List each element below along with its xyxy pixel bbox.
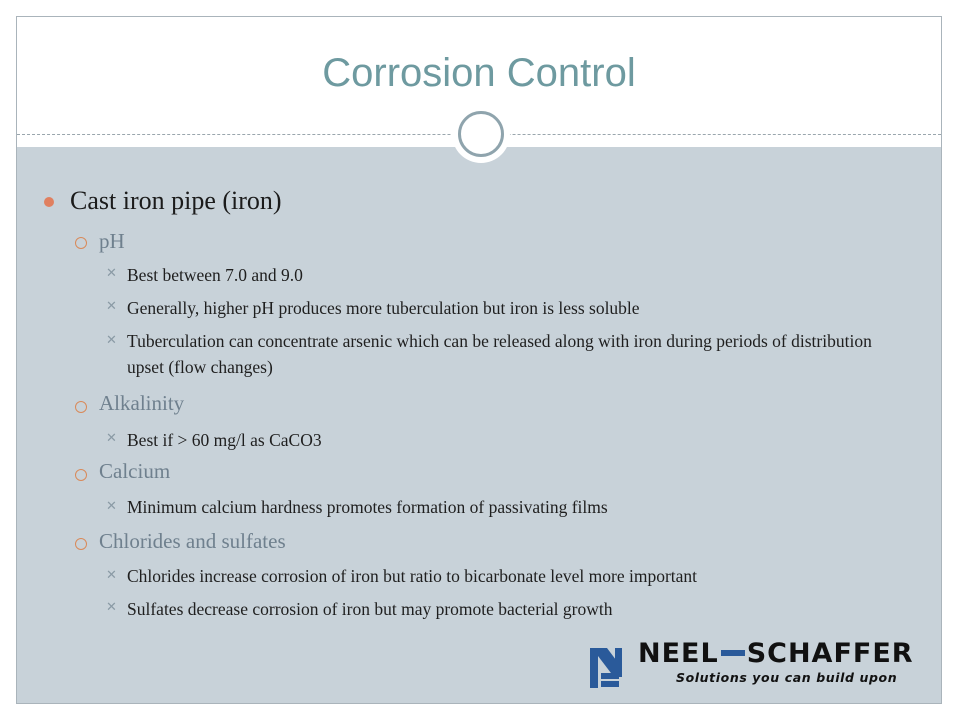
section-heading-alkalinity: Alkalinity bbox=[99, 391, 185, 415]
list-item: Best between 7.0 and 9.0 bbox=[127, 265, 303, 285]
list-item: Chlorides increase corrosion of iron but ratio to bicarbonate level more important bbox=[127, 566, 698, 586]
x-bullet-icon: ✕ bbox=[106, 600, 117, 615]
x-bullet-icon: ✕ bbox=[106, 568, 117, 583]
section-heading-chlorides-sulfates: Chlorides and sulfates bbox=[99, 529, 286, 553]
section-heading-ph: pH bbox=[99, 229, 125, 253]
main-bullet-text: Cast iron pipe (iron) bbox=[70, 186, 282, 215]
section-bullet-circle-icon bbox=[75, 237, 87, 249]
section-bullet-circle-icon bbox=[75, 538, 87, 550]
list-item: Minimum calcium hardness promotes formation of passivating films bbox=[127, 497, 608, 517]
divider-circle-icon bbox=[458, 111, 504, 157]
section-bullet-circle-icon bbox=[75, 469, 87, 481]
logo-name-left: NEEL bbox=[638, 638, 719, 669]
x-bullet-icon: ✕ bbox=[106, 431, 117, 446]
logo-tagline: Solutions you can build upon bbox=[676, 670, 898, 685]
logo-name-right: SCHAFFER bbox=[746, 638, 914, 669]
logo-dash-icon bbox=[721, 650, 745, 656]
list-item: Tuberculation can concentrate arsenic which can be released along with iron during periods of distribution upset (flow changes) bbox=[127, 331, 872, 377]
x-bullet-icon: ✕ bbox=[106, 299, 117, 314]
slide-title: Corrosion Control bbox=[322, 51, 636, 95]
section-heading-calcium: Calcium bbox=[99, 459, 171, 483]
x-bullet-icon: ✕ bbox=[106, 266, 117, 281]
logo-wordmark bbox=[638, 638, 914, 669]
neel-schaffer-logo bbox=[574, 632, 918, 690]
x-bullet-icon: ✕ bbox=[106, 333, 117, 348]
section-bullet-circle-icon bbox=[75, 401, 87, 413]
x-bullet-icon: ✕ bbox=[106, 499, 117, 514]
list-item: Best if > 60 mg/l as CaCO3 bbox=[127, 430, 322, 450]
list-item: Sulfates decrease corrosion of iron but may promote bacterial growth bbox=[127, 599, 613, 619]
main-bullet-dot-icon bbox=[44, 197, 54, 207]
ns-mark-icon bbox=[574, 632, 636, 690]
list-item: Generally, higher pH produces more tuberculation but iron is less soluble bbox=[127, 298, 640, 318]
